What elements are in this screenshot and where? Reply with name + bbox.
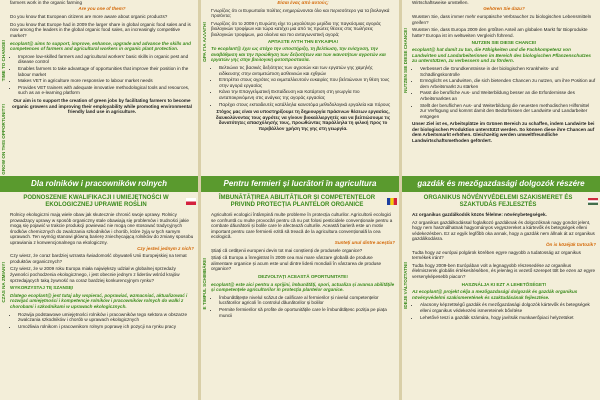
- paragraph: Wussten Sie, dass Europa 2009 den größten Anteil am globalen Markt für Bioprodukte hatte? Europa ist im weltweiten Vergleich führend.: [412, 27, 588, 38]
- vertical-tab-grow: [0, 104, 8, 175]
- project-aim-intro: Az ecoplant@ projekt célja a mezőgazdasági dolgozók és gazdák organikus növényvédelmi szakismeretének és szaktudásának fejlesztése.: [412, 289, 578, 300]
- band-romanian: [201, 176, 399, 192]
- paragraph: Știați că Europa a înregistrat în 2009 cea mai mare vânzare globală de produse alimentare organice și acum este unul dintre liderii mondiali în vânzarea de produse organice?: [211, 255, 382, 272]
- column-german-hungarian: [402, 0, 600, 400]
- column-english-polish: [0, 0, 198, 400]
- hungarian-text-block: [412, 212, 596, 321]
- list-item: • Makes VET in agriculture more responsive to labour market needs: [18, 78, 194, 84]
- vertical-tab-label: E TIMPUL SCHIMBĂRII!: [202, 258, 207, 310]
- paragraph: Czy wiesz, że w 2009 roku Europa miała największy udział w globalnej sprzedaży żywności pochodzenia ekologicznego, i jest obecnie jednym z liderów wśród krajów sprzedających taką żywność na coraz bardziej konkurencyjnym rynku?: [10, 266, 180, 283]
- vertical-tab-label: CZAS NA ZMIANY!: [1, 262, 6, 303]
- list-item: • Lehetővé teszi a gazdák számára, hogy javítsák munkaerőpiaci helyzetüket: [420, 315, 596, 321]
- band-title: Pentru fermieri și lucrători în agricultura: [223, 179, 377, 188]
- paragraph: Czy wiesz, że coraz bardziej wzrasta świadomość obywateli Unii Europejskiej na temat produktów organicznych?: [10, 253, 187, 264]
- list-item: • Provides VET trainers with adequate innovative methodological tools and resources, such as an e-learning platform: [18, 85, 194, 96]
- vertical-tab-greek: [201, 22, 209, 82]
- question-text: Czy jesteś jednym z nich?: [137, 245, 194, 251]
- flag-romania-icon: [387, 198, 397, 205]
- paragraph: Agricultorii ecologici întâmpină multe probleme în protecția culturilor. Agricultorii ecologici se confruntă cu multe provocări pentru că nu pot folosi pesticidele convenționale pentru a combate dăunătorii și bolile care le afectează culturile. Această barieră este un motiv important pentru care fermierii ezită să treacă de la agricultura convențională la cea ecologică.: [211, 212, 393, 240]
- list-item: • Verbessert die Grundkenntnisse in der biologischen Krankheits- und Schädlingskontrolle: [420, 66, 596, 77]
- band-polish: [0, 176, 198, 192]
- project-aim-intro: Dlatego ecoplant@ jest tutaj aby wspierać, poprawiać, wzmacniać, aktualizować i rozwijać umiejętności i kompetencje rolników i pracowników rolnych do walki z chorobami i szkodnikami w uprawach ekologicznych.: [10, 292, 188, 309]
- call-to-action: NUTZEN SIE DIESE CHANCE!: [471, 39, 537, 45]
- vertical-tab-label: IDEJE VÁLTOZTATNI!: [403, 262, 408, 309]
- list-item: • Îmbunătățește nivelul scăzut de calificare al fermierilor și nivelul competențelor lucrătorilor agricoli în controlul dăunătorilor și bolilor: [219, 295, 395, 306]
- german-text-block: [412, 0, 596, 144]
- section-title: PODNOSZENIE KWALIFIKACJI I UMIEJĘTNOŚCI W EKOLOGICZNEJ UPRAWIE ROŚLIN: [23, 195, 169, 208]
- list-item: • Permite fermierilor să profite de oportunitățile care le îmbunătățesc poziția pe piața muncii: [219, 307, 395, 318]
- paragraph: Știați că cetățenii europeni devin tot mai conștienți de produsele organice?: [211, 247, 363, 253]
- list-item: • Κάνει την Επαγγελματική Εκπαίδευση και Κατάρτιση στη γεωργία πιο ανταποκρινόμενη στις ανάγκες της αγοράς εργασίας: [219, 89, 395, 100]
- list-item: • Umożliwia rolnikom i pracownikom rolnym poprawę ich pozycji na rynku pracy: [18, 324, 194, 330]
- benefit-list: [211, 65, 395, 107]
- call-to-action: ΑΡΠΑΞΤΕ ΑΥΤΗ ΤΗΝ ΕΥΚΑΙΡΙΑ!: [267, 38, 339, 44]
- project-aim-intro: ecoplant@ este aici pentru a sprijini, îmbunătăți, spori, actualiza și avansa abilitățile și competențele agricultorilor în protecția plantelor organice.: [211, 281, 395, 293]
- romanian-text-block: [211, 212, 395, 319]
- list-item: • Enables farmers to take advantage of opportunities that improve their position in the labour market: [18, 66, 194, 77]
- benefit-list: [10, 54, 194, 96]
- question-text: Are you one of them?: [78, 5, 126, 11]
- vertical-tab-time-to-change: [0, 40, 8, 100]
- paragraph: Do you know that Europe had in 2009 the larger share in global organic food sales and is now among the leaders in the global organic food sales, an increasingly competitive market?: [10, 21, 191, 38]
- list-item: • Rozwija podstawowe umiejętności rolników i pracowników tego sektora w obszarze zwalczania szkodników i chorób w uprawach ekologicznych: [18, 312, 194, 323]
- column-greek-romanian: [201, 0, 399, 400]
- list-item: • Βελτιώνει τις βασικές δεξιότητες των αγροτών και των εργατών γης χαμηλής ειδίκευσης στην αντιμετώπιση ασθενειών και εχθρών: [219, 65, 395, 76]
- list-item: • Ermöglicht es Landwirten, die sich bietenden Chancen zu nutzen, um ihre Position auf dem Arbeitsmarkt zu stärken: [420, 78, 596, 89]
- paragraph: Rolnicy ekologiczni mają wiele obaw jak skutecznie chronić swoje uprawy. Rolnicy prowadzący uprawy w sposób organiczny stale obawiają się problemów i trudności jakie mogą się pojawić w trakcie produkcji powiewać nie mogą one stosować tradycyjnych środków chemicznych do zwalczania szkodników i chorób, które żyją w tych samym uprawach. Ten wymóg stanowi główną barierę zniechęcającą rolników do zmiany sposobu uprawiania z konwencjonalnego na ekologiczny.: [10, 212, 194, 245]
- call-to-action: DEZVOLTAȚI ACEASTĂ OPORTUNITATE!: [258, 273, 348, 279]
- vertical-tab-label: ΩΡΑ ΓΙΑ ΑΛΛΑΓΗ!: [202, 22, 207, 62]
- vertical-tab-label: TIME TO CHANGE!: [1, 40, 6, 82]
- flag-poland-icon: [186, 198, 196, 205]
- paragraph: Az organikus gazdálkodók közös félelme: növénybetegségek.: [412, 212, 547, 217]
- paragraph: Wussten Sie, dass immer mehr europäische Verbraucher zu biologischen Lebensmitteln greifen?: [412, 14, 592, 25]
- top-line: farmers work in the organic farming: [10, 0, 82, 5]
- vertical-tab-german: [402, 28, 410, 93]
- benefit-list: [412, 66, 596, 119]
- paragraph: Γνωρίζεις ότι το 2009 η Ευρώπη είχε το μεγαλύτερο μερίδιο της παγκόσμιας αγοράς βιολογικών τροφίμων και τώρα κατέχει μια από τις πρώτες θέσεις στις πωλήσεις βιολογικών τροφίμων, μια ολοένα και πιο ανταγωνιστική αγορά;: [211, 20, 381, 37]
- project-aim-intro: ecoplant@ aims to support, improve, enhance, upgrade and advance the skills and competences of farmers and agricultural workers in organic plant protection.: [10, 40, 191, 52]
- vertical-tab-label: GROW ON THIS OPPORTUNITY!: [1, 104, 6, 175]
- paragraph: Γνωρίζεις ότι οι Ευρωπαίοι πολίτες ενημερώνονται όλο και περισσότερο για τα βιολογικά προϊόντα;: [211, 7, 390, 19]
- polish-text-block: [10, 212, 194, 330]
- list-item: • Passt die berufliche Aus- und Weiterbildung besser an die Erfordernisse des Arbeitsmarktes an: [420, 90, 596, 101]
- paragraph: Az organikus gazdálkodással foglalkozó gazdáknak és dolgozóknak nagy gondot jelent, hogy nem használhatnak hagyományos vegyszereket a kártevők és betegségek elleni védekezésben. Ez az egyik legfőbb oka annak, hogy a gazdák nem állnak át az organikus gazdálkodásra.: [412, 219, 595, 242]
- question-text: Ön is közéjük tartozik?: [545, 241, 596, 247]
- call-to-action: WYKORZYSTAJ TĘ SZANSĘ!: [10, 285, 74, 291]
- list-item: • Improve low-skilled farmers and agricultural workers' basic skills in organic pest and disease control: [18, 54, 194, 65]
- vertical-tab-hungarian: [402, 262, 410, 310]
- project-aim-intro: ecoplant@ hat damit zu tun, die Fähigkeiten und die Fachkompetenz von Landwirten und Landarbeiterinnen im Bereich des biologischen Pflanzenschutzes zu unterstützen, zu verbessern und zu fördern.: [412, 47, 591, 64]
- flag-hungary-icon: [588, 198, 598, 205]
- aim-statement: Στόχος μας είναι να υποστηρίξουμε τη δημιουργία πράσινων θέσεων εργασίας, διευκολύνοντας τους αγρότες να γίνουν βιοκαλλιεργητές και να βελτιώσουμε τις δυνατότητες απασχόλησής τους, προωθώντας παράλληλα τη φιλική προς το περιβάλλον χρήση της γης στη γεωργία.: [215, 109, 391, 131]
- project-aim-intro: Το ecoplant@ έχει ως στόχο την υποστήριξη, τη βελτίωση, την ενίσχυση, την αναβάθμιση και την προώθηση των δεξιοτήτων και των ικανοτήτων αγροτών και εργατών γης στην βιολογική φυτοπροστασία.: [211, 46, 386, 63]
- paragraph: Tudta hogy az európai polgárok körében egyre nagyobb a tudatosság az organikus termékek iránt?: [412, 249, 581, 261]
- benefit-list: [10, 312, 194, 330]
- vertical-tab-czas: [0, 262, 8, 306]
- greek-text-block: [211, 0, 395, 131]
- vertical-tab-label: NUTZEN SIE DIESE CHANCE!: [403, 28, 408, 93]
- call-to-action: HASZNÁLJA KI EZT A LEHETŐSÉGET!: [461, 281, 547, 287]
- vertical-tab-romanian: [201, 258, 209, 308]
- section-title: ÎMBUNĂTĂȚIREA ABILITĂȚILOR ȘI COMPETENȚELOR PRIVIND PROTECȚIA PLANTELOR ORGANICE: [218, 195, 376, 208]
- question-text: Είσαι ένας από αυτούς;: [277, 0, 329, 5]
- list-item: • Stellt der beruflichen Aus- und Weiterbildung die neuesten methodischen Hilfsmittel zur Verfügung und kommt damit den Bedürfnissen der Landwirte und Landarbeiter entgegen: [420, 103, 596, 120]
- aim-statement: Our aim is to support the creation of green jobs by facilitating farmers to become organic growers and improving their employability while promoting environmental friendly land use in agriculture.: [12, 97, 192, 115]
- benefit-list: [412, 302, 596, 320]
- section-title: ORGANIKUS NÖVÉNYVÉDELEMI SZAKISMERET ÉS SZAKTUDÁS FEJLESZTÉS: [423, 195, 573, 208]
- paragraph: Do you know that European citizens are more aware about organic products?: [10, 14, 168, 20]
- paragraph: Tudta hogy 2009-ben Európában volt a legnagyobb részesedése az organikus élelmiszerek globális értékesítésében, és jelenleg is vezető szerepet tölt be ezen az egyre versenyképesebb piacon?: [412, 262, 596, 279]
- band-hungarian: [402, 176, 600, 192]
- aim-statement: Unser Ziel ist es, Arbeitsplätze im Grünen Bereich zu schaffen, indem Landwirte bei der biologischen Produktion unterstützt werden. So können diese ihre Chancen auf dem Arbeitsmarkt erhöhen. Gleichzeitig werden umweltfreundliche Landwirtschaftsmethoden gefördert.: [412, 121, 595, 144]
- benefit-list: [211, 295, 395, 318]
- question-text: Gehören Sie dazu?: [483, 5, 525, 11]
- top-line: Wirtschaftsweise umstellen.: [412, 0, 469, 5]
- band-title: Dla rolników i pracowników rolnych: [30, 179, 168, 188]
- english-text-block: [10, 0, 194, 115]
- band-title: gazdák és mezőgazdasági dolgozók részére: [417, 179, 585, 188]
- question-text: Sunteți unul dintre aceștia?: [334, 239, 395, 245]
- list-item: • Επιτρέπει στους αγρότες να εκμεταλλευτούν ευκαιρίες που βελτιώνουν τη θέση τους στην αγορά εργασίας: [219, 77, 395, 88]
- list-item: • Alacsony képzettségű gazdák és mezőgazdasági dolgozók kártevők és betegségek elleni organikus védekezési ismereteinek bővítése: [420, 302, 596, 313]
- list-item: • Παρέχει στους εκπαιδευτές κατάλληλα καινοτόμα μεθοδολογικά εργαλεία και πόρους: [219, 102, 395, 108]
